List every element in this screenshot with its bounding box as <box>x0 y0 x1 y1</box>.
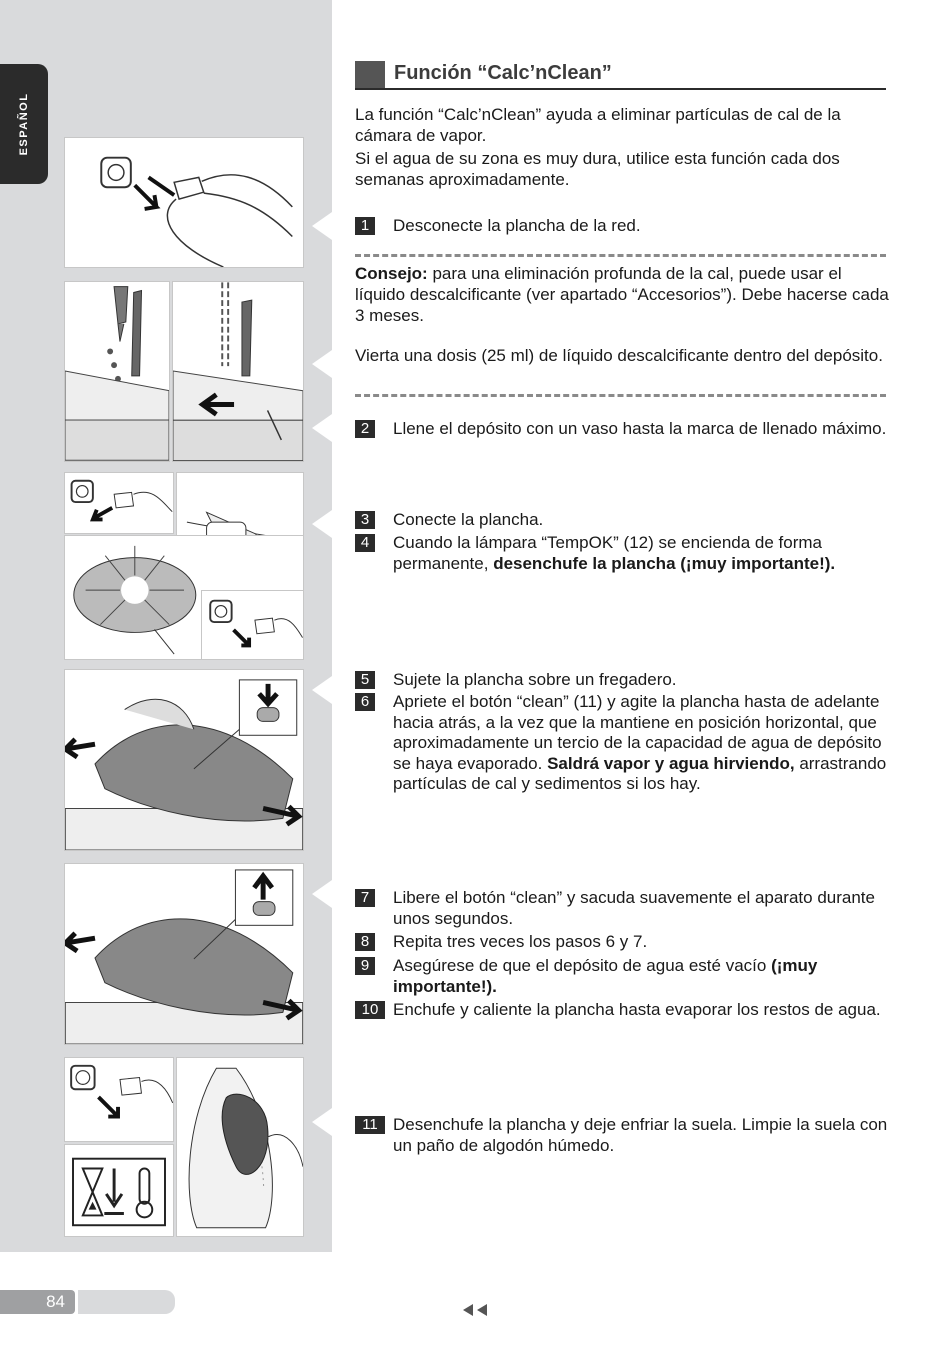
step-2 <box>355 419 895 440</box>
page-number: 84 <box>0 1290 75 1314</box>
step-7 <box>355 888 895 929</box>
wipe-soleplate-illustration <box>176 1057 304 1237</box>
step-text: Repita tres veces los pasos 6 y 7. <box>393 932 648 951</box>
cool-down-illustration <box>64 1144 174 1237</box>
step-number: 3 <box>355 511 375 529</box>
step-number: 7 <box>355 889 375 907</box>
step-text-part: Apriete el botón “clean” (11) y agite la plancha hasta de adelante hacia atrás, a la vez que la mantiene en posición horizontal, que aproximadamente un tercio de la capacidad de agua de depósito se haya evaporado. <box>393 692 882 773</box>
pour-descaler-illustration <box>64 281 170 462</box>
step-text: Desconecte la plancha de la red. <box>393 216 641 235</box>
arrow-icon <box>65 933 95 951</box>
step-text-part: Asegúrese de que el depósito de agua esté vacío <box>393 956 772 975</box>
arrow-icon <box>234 630 250 646</box>
step-number: 10 <box>355 1001 385 1019</box>
step-text: Conecte la plancha. <box>393 510 544 529</box>
arrow-icon <box>135 185 157 209</box>
pointer-3 <box>312 414 332 442</box>
step-number: 2 <box>355 420 375 438</box>
step-text: Llene el depósito con un vaso hasta la marca de llenado máximo. <box>393 419 887 438</box>
tip-label: Consejo: <box>355 264 428 283</box>
step-10 <box>355 1000 895 1021</box>
tip-text: para una eliminación profunda de la cal, puede usar el líquido descalcificante (ver apartado “Accesorios”). Debe hacerse cada 3 meses. <box>355 264 889 325</box>
wall-socket-icon <box>210 601 231 622</box>
step-1 <box>355 216 895 237</box>
divider-top <box>355 254 886 257</box>
intro-line-2: Si el agua de su zona es muy dura, utilice esta función cada dos semanas aproximadamente. <box>355 149 840 189</box>
step-number: 5 <box>355 671 375 689</box>
step-number: 1 <box>355 217 375 235</box>
language-tab <box>0 64 48 184</box>
fill-water-illustration <box>172 281 304 462</box>
pointer-5 <box>312 676 332 704</box>
plug-icon <box>174 177 204 199</box>
unplug-small-illustration <box>201 590 304 660</box>
wall-socket-icon <box>72 481 93 502</box>
page-bar <box>78 1290 175 1314</box>
step-text-bold: desenchufe la plancha (¡muy importante!). <box>493 553 836 573</box>
step-text: Sujete la plancha sobre un fregadero. <box>393 670 677 689</box>
wall-socket-icon <box>71 1066 94 1089</box>
step-6 <box>355 692 895 795</box>
step-number: 6 <box>355 693 375 711</box>
step-text: Libere el botón “clean” y sacuda suavemente el aparato durante unos segundos. <box>393 888 875 928</box>
step-text <box>393 956 895 997</box>
pointer-2 <box>312 350 332 378</box>
pointer-6 <box>312 880 332 908</box>
arrow-icon <box>93 508 112 520</box>
wall-socket-icon <box>101 158 131 188</box>
step-3 <box>355 510 895 531</box>
step-text <box>393 533 895 574</box>
back-nav-icon[interactable] <box>460 1302 490 1318</box>
intro-line-1: La función “Calc’nClean” ayuda a eliminar partículas de cal de la cámara de vapor. <box>355 105 841 145</box>
pointer-7 <box>312 1108 332 1136</box>
step-4 <box>355 533 895 574</box>
unplug-illustration <box>64 137 304 268</box>
press-clean-illustration <box>64 669 304 851</box>
title-square <box>355 61 385 88</box>
step-text: Enchufe y caliente la plancha hasta evaporar los restos de agua. <box>393 1000 881 1019</box>
language-tab-label: ESPAÑOL <box>18 92 30 156</box>
step-number: 4 <box>355 534 375 552</box>
tip-block <box>355 263 890 326</box>
arrow-icon <box>65 739 95 757</box>
step-text-bold: (¡muy importante!). <box>393 956 818 996</box>
pointer-1 <box>312 212 332 240</box>
step-5 <box>355 670 895 691</box>
release-clean-illustration <box>64 863 304 1045</box>
unplug-final-illustration <box>64 1057 174 1142</box>
step-text: Desenchufe la plancha y deje enfriar la suela. Limpie la suela con un paño de algodón húmedo. <box>393 1115 888 1155</box>
step-number: 11 <box>355 1116 385 1134</box>
plug-in-illustration <box>64 472 174 534</box>
divider-bottom <box>355 394 886 397</box>
tip-dose: Vierta una dosis (25 ml) de líquido descalcificante dentro del depósito. <box>355 346 883 365</box>
step-number: 8 <box>355 933 375 951</box>
step-11 <box>355 1115 895 1156</box>
step-text-bold: Saldrá vapor y agua hirviendo, <box>547 753 795 773</box>
step-9 <box>355 956 895 997</box>
step-text <box>393 692 895 795</box>
section-title <box>355 61 886 90</box>
step-text-part: Cuando la lámpara “TempOK” (12) se encienda de forma permanente, <box>393 533 822 573</box>
step-text-part: arrastrando partículas de cal y sedimentos si los hay. <box>393 753 887 793</box>
page-title: Función “Calc’nClean” <box>394 62 612 84</box>
step-8 <box>355 932 895 953</box>
pointer-4 <box>312 510 332 538</box>
arrow-icon <box>98 1097 118 1117</box>
step-number: 9 <box>355 957 375 975</box>
